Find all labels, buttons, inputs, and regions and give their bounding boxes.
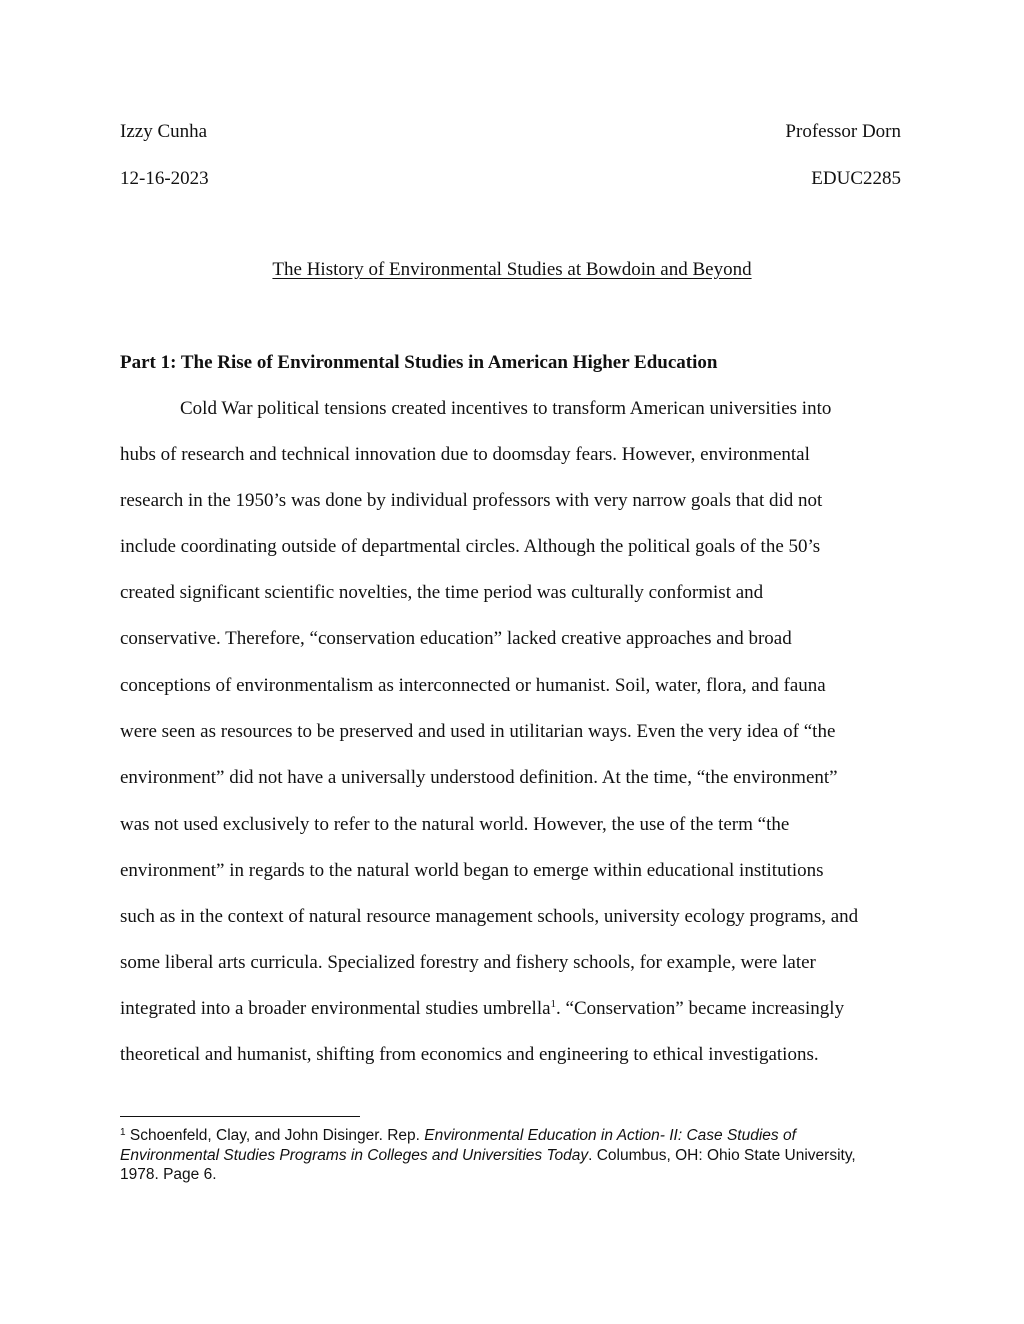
body-line: environment” did not have a universally understood definition. At the time, “the environment” (120, 767, 838, 788)
body-text: . “Conservation” became increasingly (556, 998, 845, 1019)
paper-title: The History of Environmental Studies at Bowdoin and Beyond (272, 259, 752, 280)
author-name: Izzy Cunha (120, 121, 208, 142)
submission-date: 12-16-2023 (120, 168, 209, 189)
footnote-source-title: Environmental Education in Action- II: Case Studies of Environmental Studies Programs in Colleges and Universities Today (120, 1127, 796, 1164)
footnote-number: 1 (120, 1127, 126, 1138)
body-line: include coordinating outside of departmental circles. Although the political goals of the 50’s (120, 536, 821, 557)
body-line (120, 998, 844, 1020)
body-line: environment” in regards to the natural world began to emerge within educational institutions (120, 860, 824, 881)
body-line: some liberal arts curricula. Specialized forestry and fishery schools, for example, were later (120, 952, 816, 973)
body-line: conceptions of environmentalism as interconnected or humanist. Soil, water, flora, and fauna (120, 675, 826, 696)
professor-name: Professor Dorn (785, 121, 901, 142)
body-text: integrated into a broader environmental studies umbrella (120, 998, 551, 1019)
body-line: created significant scientific novelties, the time period was culturally conformist and (120, 582, 764, 603)
body-line: Cold War political tensions created incentives to transform American universities into (180, 398, 832, 419)
course-code: EDUC2285 (811, 168, 901, 189)
footnote-text: . Columbus, OH: Ohio State University, 1978. Page 6. (120, 1146, 856, 1183)
body-line: conservative. Therefore, “conservation education” lacked creative approaches and broad (120, 628, 792, 649)
body-line: theoretical and humanist, shifting from economics and engineering to ethical investigations. (120, 1044, 819, 1065)
body-line: research in the 1950’s was done by individual professors with very narrow goals that did not (120, 490, 823, 511)
footnote-text: Schoenfeld, Clay, and John Disinger. Rep. (125, 1127, 425, 1144)
footnote-divider (120, 1116, 360, 1117)
footnote-reference[interactable]: 1 (550, 998, 557, 1010)
body-line: were seen as resources to be preserved and used in utilitarian ways. Even the very idea of “the (120, 721, 836, 742)
body-line: was not used exclusively to refer to the natural world. However, the use of the term “the (120, 814, 790, 835)
body-line: hubs of research and technical innovation due to doomsday fears. However, environmental (120, 444, 810, 465)
section-heading: Part 1: The Rise of Environmental Studies in American Higher Education (120, 352, 718, 373)
footnote (120, 1126, 880, 1185)
body-line: such as in the context of natural resource management schools, university ecology programs, and (120, 906, 859, 927)
